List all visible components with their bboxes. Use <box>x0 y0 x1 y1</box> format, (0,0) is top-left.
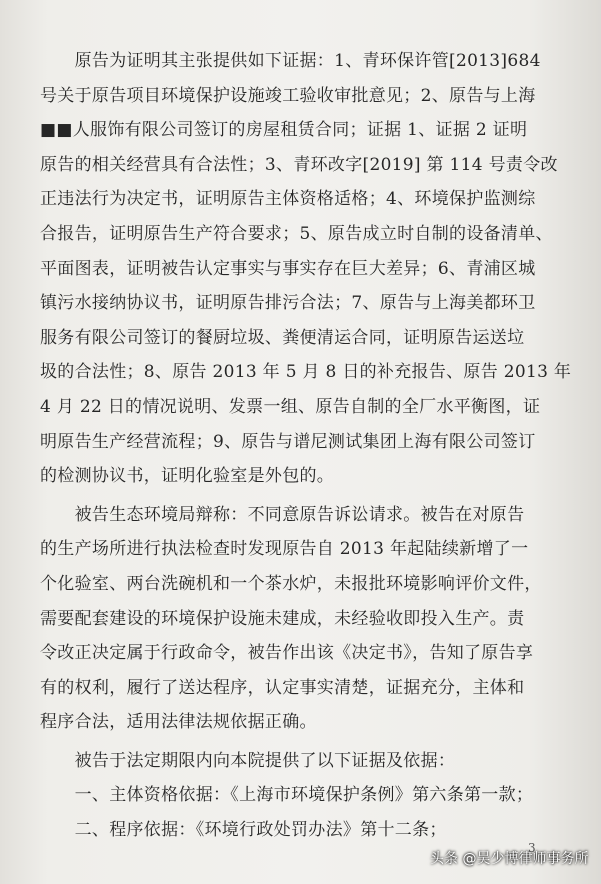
text-line: 原告为证明其主张提供如下证据：1、青环保许管[2013]684 <box>40 51 541 71</box>
text-line: 一、主体资格依据：《上海市环境保护条例》第六条第一款； <box>40 785 534 806</box>
text-line: 服务有限公司签订的餐厨垃圾、粪便清运合同，证明原告运送垃 <box>40 327 525 348</box>
text-line: 的检测协议书，证明化验室是外包的。 <box>40 466 335 487</box>
text-line: 4 月 22 日的情况说明、发票一组、原告自制的全厂水平衡图，证 <box>40 396 541 417</box>
text-line: 有的权利，履行了送达程序，认定事实清楚，证据充分，主体和 <box>40 677 525 698</box>
text-line: ■■人服饰有限公司签订的房屋租赁合同；证据 1、证据 2 证明 <box>40 120 528 141</box>
text-line: 圾的合法性；8、原告 2013 年 5 月 8 日的补充报告、原告 2013 年 <box>40 362 572 383</box>
text-line: 令改正决定属于行政命令，被告作出该《决定书》，告知了原告享 <box>40 643 534 664</box>
paragraph-defendant-evidence-intro <box>40 744 575 779</box>
paragraph-subject-basis <box>40 778 575 813</box>
text-line: 被告于法定期限内向本院提供了以下证据及依据： <box>40 750 456 771</box>
text-line: 二、程序依据：《环境行政处罚办法》第十二条； <box>40 820 447 841</box>
text-line: 需要配套建设的环境保护设施未建成，未经验收即投入生产。责 <box>40 608 525 629</box>
page-number: 3 <box>528 841 536 855</box>
text-line: 的生产场所进行执法检查时发现原告自 2013 年起陆续新增了一 <box>40 539 529 560</box>
text-line: 正违法行为决定书，证明原告主体资格适格；4、环境保护监测综 <box>40 189 536 210</box>
text-line: 平面图表，证明被告认定事实与事实存在巨大差异；6、青浦区城 <box>40 258 536 279</box>
watermark-label: 头条 @吴少博律师事务所 <box>430 851 589 867</box>
text-line: 被告生态环境局辩称：不同意原告诉讼请求。被告在对原告 <box>40 504 525 525</box>
paragraph-procedure-basis <box>40 813 575 848</box>
text-line: 合报告，证明原告生产符合要求；5、原告成立时自制的设备清单、 <box>40 223 553 244</box>
text-line: 个化验室、两台洗碗机和一个茶水炉，未报批环境影响评价文件， <box>40 573 542 594</box>
text-line: 程序合法，适用法律法规依据正确。 <box>40 712 317 733</box>
text-line: 原告的相关经营具有合法性；3、青环改字[2019] 第 114 号责令改 <box>40 154 558 175</box>
text-line: 镇污水接纳协议书，证明原告排污合法；7、原告与上海美都环卫 <box>40 293 536 314</box>
paragraph-defendant-reply <box>40 498 575 740</box>
text-line: 号关于原告项目环境保护设施竣工验收审批意见；2、原告与上海 <box>40 85 536 106</box>
paragraph-plaintiff-evidence <box>40 44 575 494</box>
text-line: 明原告生产经营流程；9、原告与谱尼测试集团上海有限公司签订 <box>40 431 536 452</box>
document-body <box>40 44 575 848</box>
